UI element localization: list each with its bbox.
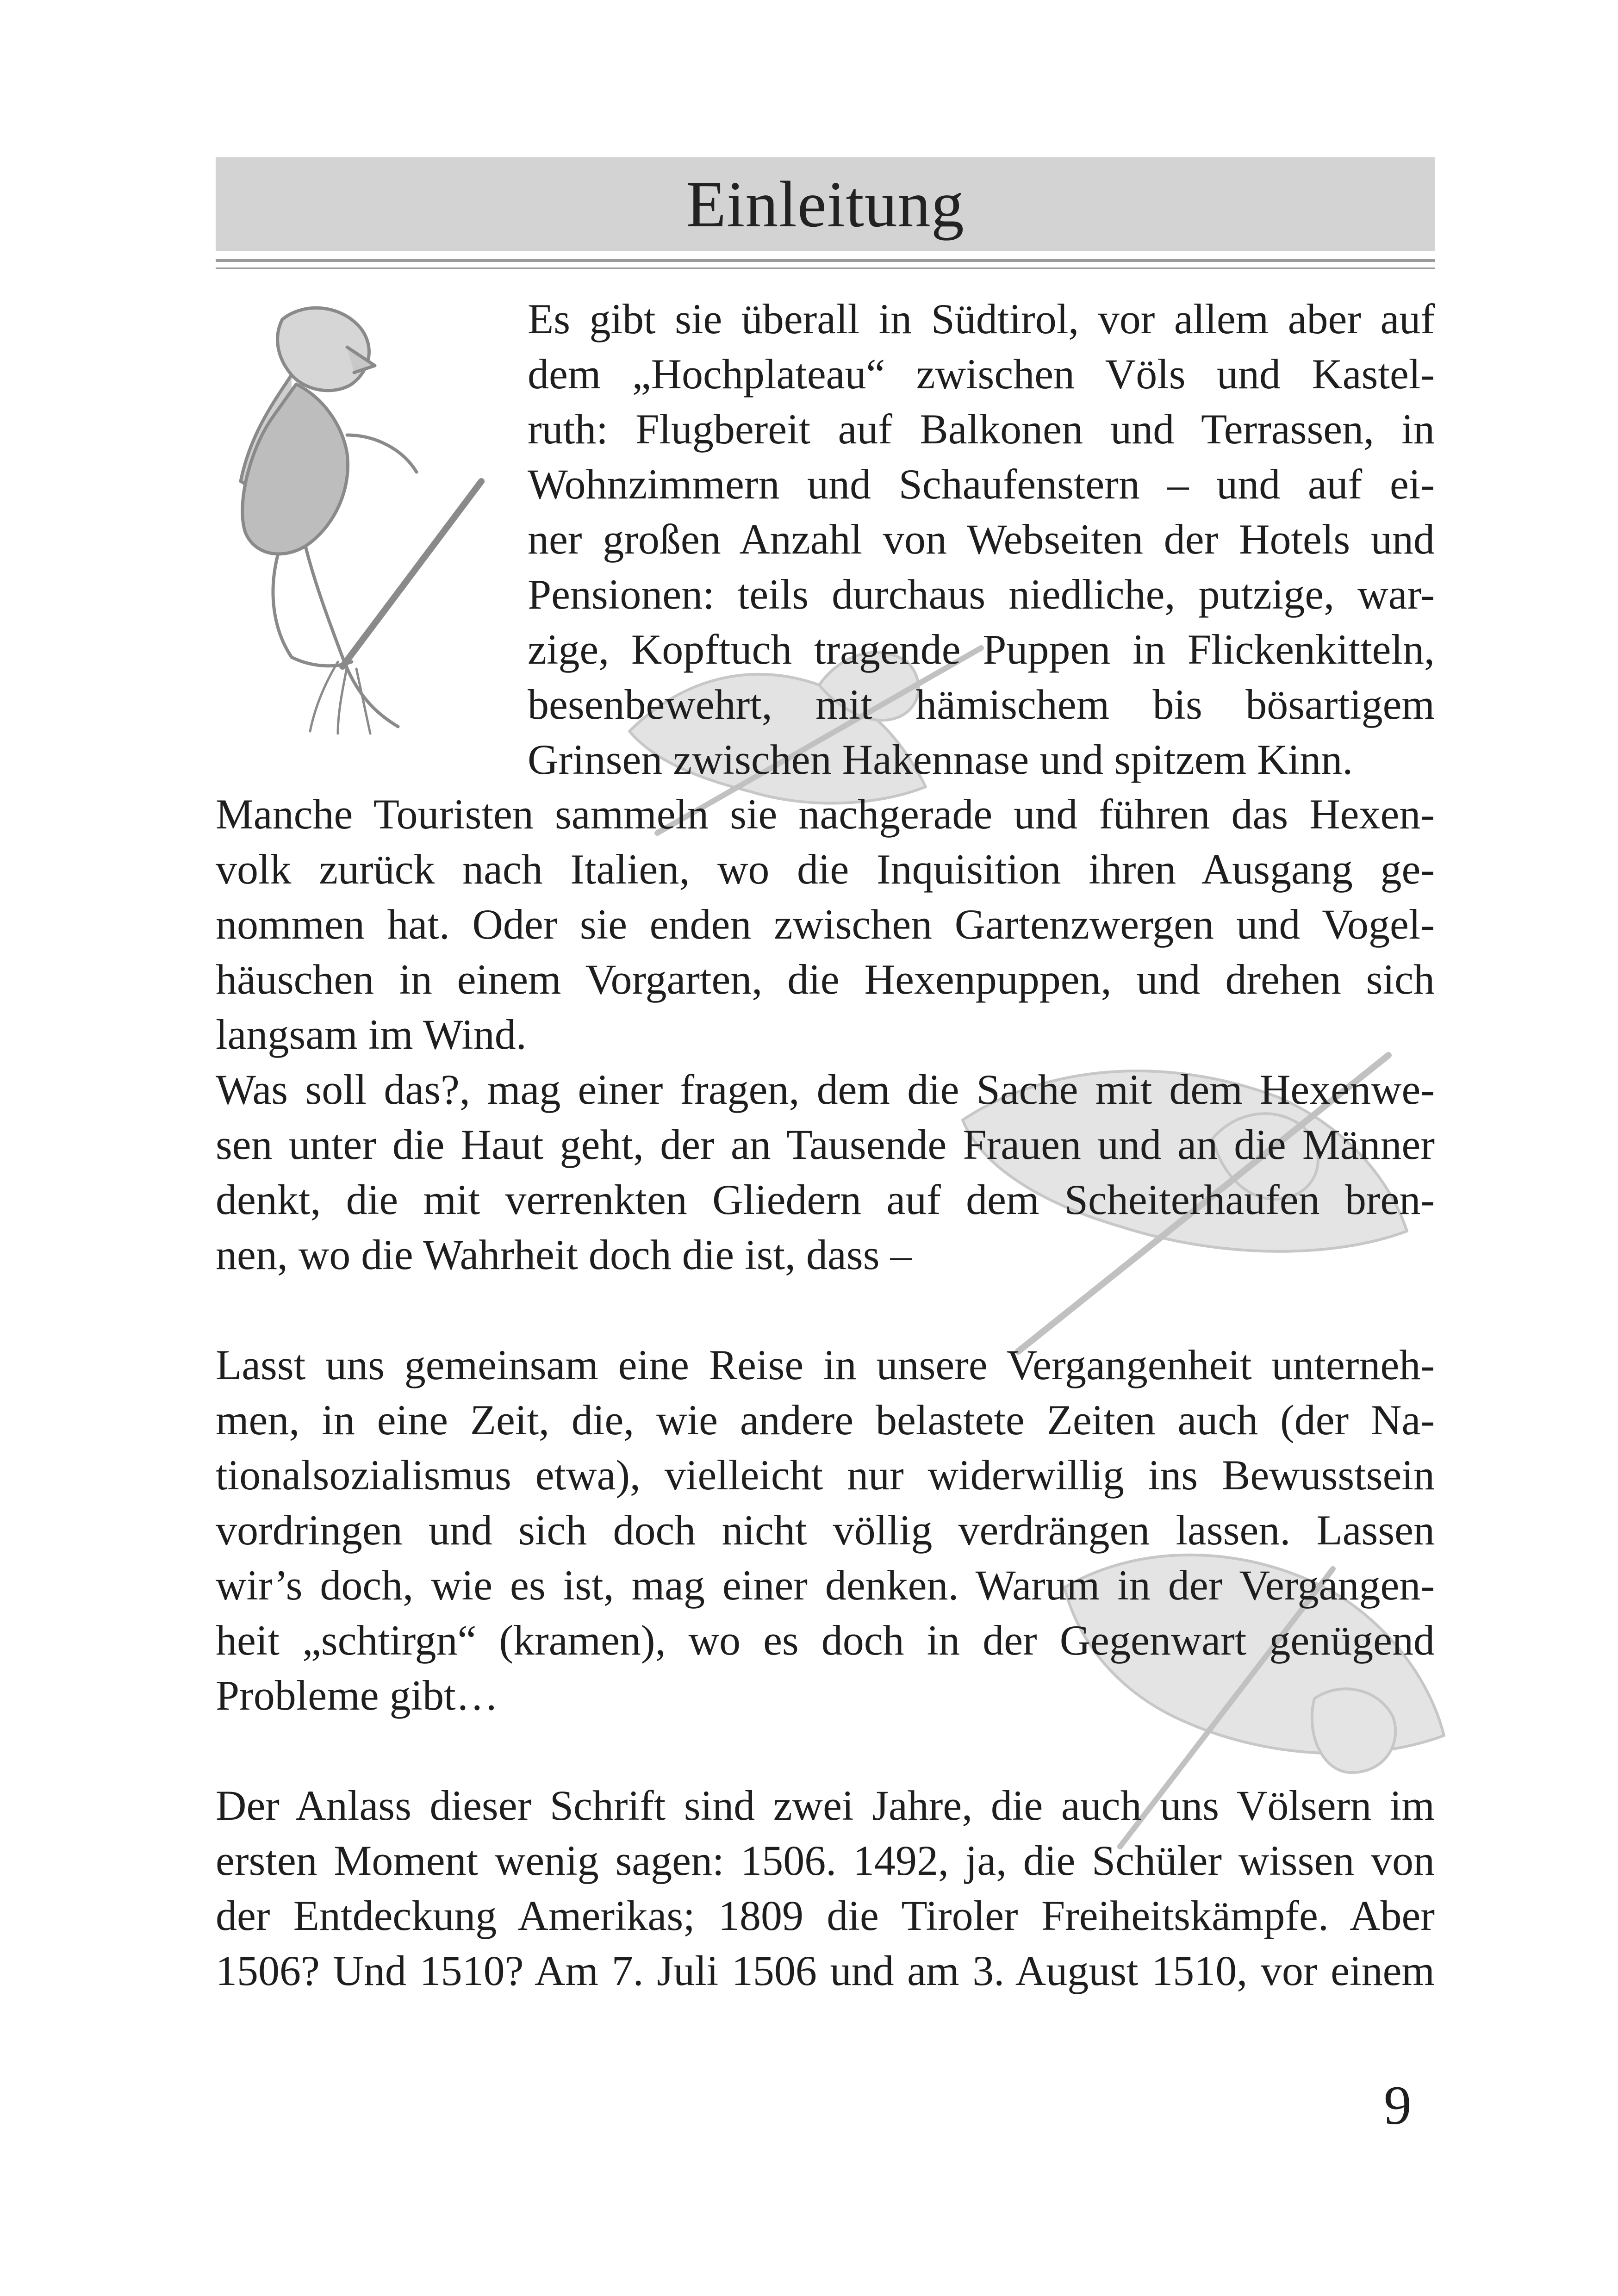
title-underline [216,259,1435,262]
text-line: heit „schtirgn“ (kramen), wo es doch in der Gegenwart genügend [216,1617,1435,1664]
text-line: Probleme gibt… [216,1672,498,1719]
body-text [216,787,1435,1998]
text-line: men, in eine Zeit, die, wie andere belastete Zeiten auch (der Na- [216,1396,1435,1444]
text-line: Lasst uns gemeinsam eine Reise in unsere Vergangenheit unterneh- [216,1341,1435,1388]
title-underline-thin [216,268,1435,269]
text-line: Es gibt sie überall in Südtirol, vor allem aber auf [528,295,1435,342]
chapter-title: Einleitung [686,168,965,241]
text-line: Wohnzimmern und Schaufenstern – und auf ei- [528,460,1435,508]
paragraph-gap [216,1282,1435,1338]
text-line: Was soll das?, mag einer fragen, dem die Sache mit dem Hexenwe- [216,1066,1435,1113]
text-line: volk zurück nach Italien, wo die Inquisition ihren Ausgang ge- [216,846,1435,893]
text-line: Grinsen zwischen Hakennase und spitzem Kinn. [528,736,1353,783]
text-line: nommen hat. Oder sie enden zwischen Gartenzwergen und Vogel- [216,901,1435,948]
text-line: denkt, die mit verrenkten Gliedern auf dem Scheiterhaufen bren- [216,1176,1435,1223]
text-line: wir’s doch, wie es ist, mag einer denken. Warum in der Vergangen- [216,1562,1435,1609]
intro-paragraph [528,292,1435,787]
text-line: nen, wo die Wahrheit doch die ist, dass – [216,1231,912,1278]
text-line: dem „Hochplateau“ zwischen Völs und Kastel- [528,350,1435,398]
text-line: Der Anlass dieser Schrift sind zwei Jahre, die auch uns Völsern im [216,1782,1435,1829]
text-line: ruth: Flugbereit auf Balkonen und Terrassen, in [528,405,1435,453]
text-line: Manche Touristen sammeln sie nachgerade und führen das Hexen- [216,790,1435,838]
witch-on-broom-illustration [222,296,518,740]
text-line: vordringen und sich doch nicht völlig verdrängen lassen. Lassen [216,1506,1435,1554]
text-line: 1506? Und 1510? Am 7. Juli 1506 und am 3. August 1510, vor einem [216,1947,1435,1994]
text-line: häuschen in einem Vorgarten, die Hexenpuppen, und drehen sich [216,956,1435,1003]
text-line: langsam im Wind. [216,1011,527,1058]
text-line: Pensionen: teils durchaus niedliche, putzige, war- [528,571,1435,618]
text-line: zige, Kopftuch tragende Puppen in Flickenkitteln, [528,626,1435,673]
text-line: ersten Moment wenig sagen: 1506. 1492, ja, die Schüler wissen von [216,1837,1435,1884]
text-line: ner großen Anzahl von Webseiten der Hotels und [528,516,1435,563]
text-line: der Entdeckung Amerikas; 1809 die Tiroler Freiheitskämpfe. Aber [216,1892,1435,1939]
text-line: sen unter die Haut geht, der an Tausende Frauen und an die Männer [216,1121,1435,1168]
text-line: besenbewehrt, mit hämischem bis bösartigem [528,681,1435,728]
chapter-title-bar [216,157,1435,251]
text-line: tionalsozialismus etwa), vielleicht nur widerwillig ins Bewusstsein [216,1451,1435,1499]
paragraph-gap [216,1723,1435,1778]
page-number: 9 [1384,2074,1412,2136]
